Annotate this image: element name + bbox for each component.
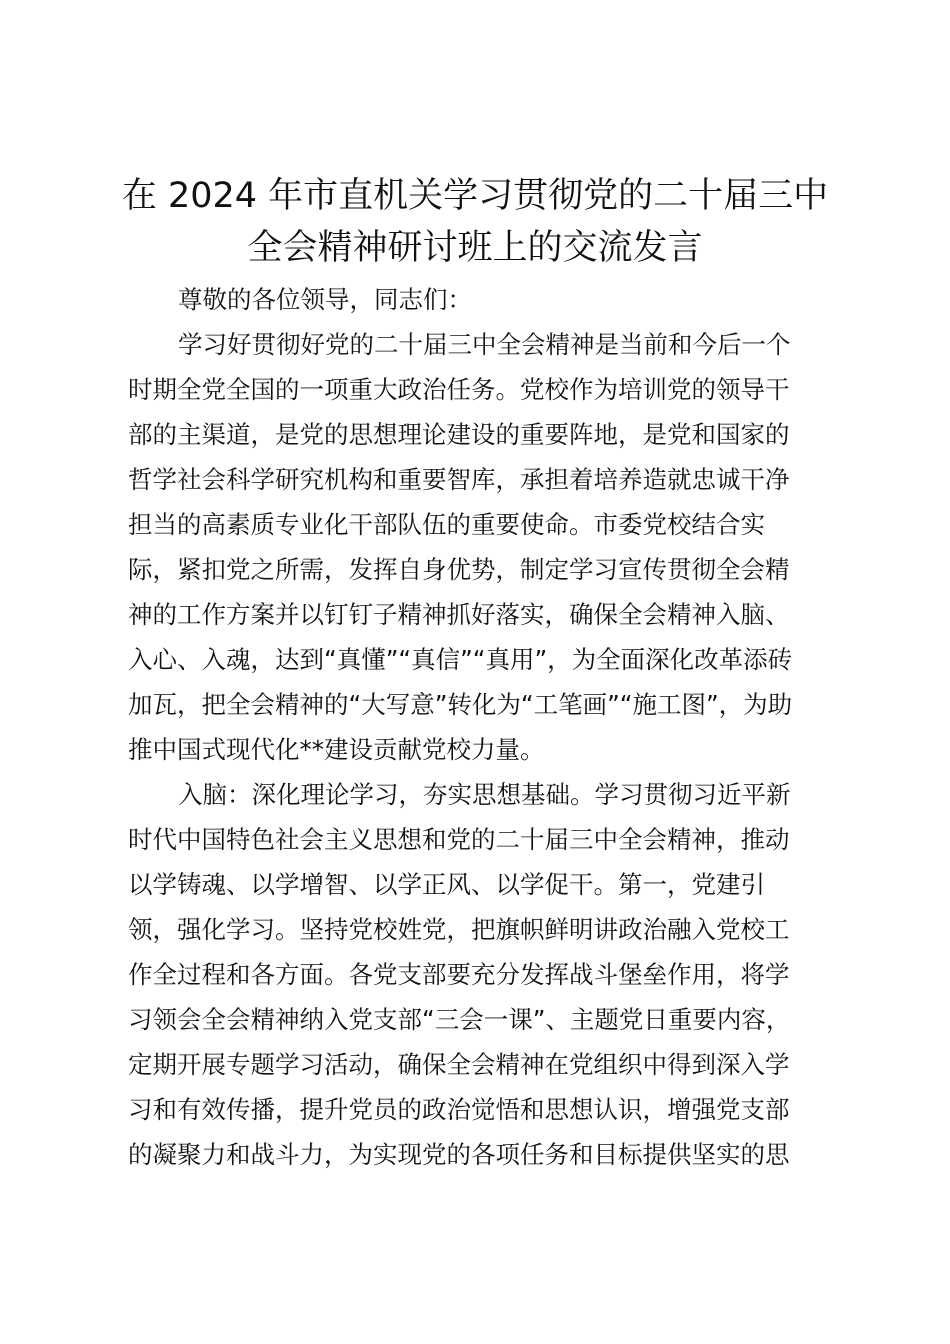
body-line: 以学铸魂、以学增智、以学正风、以学促干。第一，党建引 xyxy=(128,870,765,899)
body-line: 习和有效传播，提升党员的政治觉悟和思想认识，增强党支部 xyxy=(128,1095,790,1124)
body-line: 际，紧扣党之所需，发挥自身优势，制定学习宣传贯彻全会精 xyxy=(128,555,790,584)
body-line: 神的工作方案并以钉钉子精神抓好落实，确保全会精神入脑、 xyxy=(128,600,790,629)
body-line: 领，强化学习。坚持党校姓党，把旗帜鲜明讲政治融入党校工 xyxy=(128,915,790,944)
document-title-line-1: 在 2024 年市直机关学习贯彻党的二十届三中 xyxy=(121,176,829,216)
body-line: 部的主渠道，是党的思想理论建设的重要阵地，是党和国家的 xyxy=(128,420,790,449)
body-line: 推中国式现代化**建设贡献党校力量。 xyxy=(128,735,545,764)
body-line: 作全过程和各方面。各党支部要充分发挥战斗堡垒作用，将学 xyxy=(128,960,790,989)
body-line: 时代中国特色社会主义思想和党的二十届三中全会精神，推动 xyxy=(128,825,790,854)
body-line: 加瓦，把全会精神的“大写意”转化为“工笔画”“施工图”，为助 xyxy=(128,690,793,719)
body-line: 习领会全会精神纳入党支部“三会一课”、主题党日重要内容， xyxy=(128,1005,791,1034)
body-line: 定期开展专题学习活动，确保全会精神在党组织中得到深入学 xyxy=(128,1050,790,1079)
body-line: 入心、入魂，达到“真懂”“真信”“真用”，为全面深化改革添砖 xyxy=(128,645,793,674)
body-line: 入脑：深化理论学习，夯实思想基础。学习贯彻习近平新 xyxy=(178,780,791,809)
salutation: 尊敬的各位领导，同志们： xyxy=(178,285,472,314)
body-line: 哲学社会科学研究机构和重要智库，承担着培养造就忠诚干净 xyxy=(128,465,790,494)
body-line: 学习好贯彻好党的二十届三中全会精神是当前和今后一个 xyxy=(178,330,791,359)
body-line: 的凝聚力和战斗力，为实现党的各项任务和目标提供坚实的思 xyxy=(128,1140,790,1169)
document-title-line-2: 全会精神研讨班上的交流发言 xyxy=(247,228,703,268)
body-line: 担当的高素质专业化干部队伍的重要使命。市委党校结合实 xyxy=(128,510,765,539)
body-line: 时期全党全国的一项重大政治任务。党校作为培训党的领导干 xyxy=(128,375,790,404)
